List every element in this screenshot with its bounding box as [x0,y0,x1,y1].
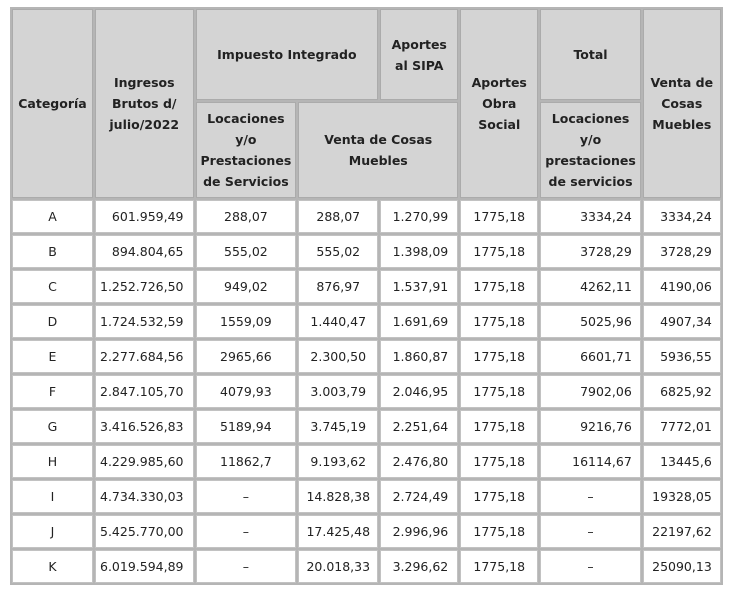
table-row [12,305,721,338]
cell-sipa: 2.251,64 [380,410,458,443]
cell-locaciones: 4079,93 [196,375,297,408]
cell-venta: 1.440,47 [298,305,378,338]
cell-venta: 17.425,48 [298,515,378,548]
cell-obra-social: 1775,18 [460,305,538,338]
cell-venta: 14.828,38 [298,480,378,513]
table-row [12,410,721,443]
cell-categoria: G [12,410,93,443]
cell-locaciones: 2965,66 [196,340,297,373]
cell-ingresos: 2.277.684,56 [95,340,194,373]
cell-ingresos: 1.724.532,59 [95,305,194,338]
cell-total-venta: 22197,62 [643,515,721,548]
cell-venta: 288,07 [298,200,378,233]
cell-total-locaciones: 3334,24 [540,200,641,233]
header-aportes-obra-social: Aportes Obra Social [460,9,538,198]
cell-locaciones: 555,02 [196,235,297,268]
cell-categoria: C [12,270,93,303]
cell-obra-social: 1775,18 [460,480,538,513]
cell-total-locaciones: 7902,06 [540,375,641,408]
cell-total-locaciones: 16114,67 [540,445,641,478]
cell-total-venta: 5936,55 [643,340,721,373]
cell-ingresos: 894.804,65 [95,235,194,268]
cell-locaciones: – [196,515,297,548]
cell-sipa: 1.537,91 [380,270,458,303]
cell-ingresos: 5.425.770,00 [95,515,194,548]
cell-locaciones: 1559,09 [196,305,297,338]
cell-categoria: K [12,550,93,583]
header-ingresos-brutos: Ingresos Brutos d/ julio/2022 [95,9,194,198]
cell-total-locaciones: – [540,550,641,583]
cell-obra-social: 1775,18 [460,550,538,583]
subheader-total-locaciones: Locaciones y/o prestaciones de servicios [540,102,641,198]
cell-total-locaciones: – [540,480,641,513]
table-row [12,235,721,268]
cell-obra-social: 1775,18 [460,200,538,233]
table-row [12,340,721,373]
cell-ingresos: 601.959,49 [95,200,194,233]
cell-locaciones: 949,02 [196,270,297,303]
cell-obra-social: 1775,18 [460,375,538,408]
cell-total-venta: 25090,13 [643,550,721,583]
header-total: Total [540,9,641,100]
cell-total-locaciones: 4262,11 [540,270,641,303]
table-row [12,515,721,548]
cell-sipa: 1.860,87 [380,340,458,373]
cell-obra-social: 1775,18 [460,340,538,373]
categories-table [10,7,723,585]
cell-locaciones: 11862,7 [196,445,297,478]
cell-venta: 9.193,62 [298,445,378,478]
cell-venta: 2.300,50 [298,340,378,373]
cell-total-venta: 3728,29 [643,235,721,268]
cell-categoria: I [12,480,93,513]
cell-ingresos: 1.252.726,50 [95,270,194,303]
header-aportes-sipa: Aportes al SIPA [380,9,458,100]
cell-venta: 555,02 [298,235,378,268]
cell-venta: 20.018,33 [298,550,378,583]
cell-venta: 876,97 [298,270,378,303]
cell-total-venta: 6825,92 [643,375,721,408]
cell-ingresos: 4.229.985,60 [95,445,194,478]
cell-venta: 3.003,79 [298,375,378,408]
cell-total-locaciones: 6601,71 [540,340,641,373]
cell-total-locaciones: 9216,76 [540,410,641,443]
cell-sipa: 2.996,96 [380,515,458,548]
cell-obra-social: 1775,18 [460,235,538,268]
cell-ingresos: 3.416.526,83 [95,410,194,443]
cell-sipa: 1.270,99 [380,200,458,233]
cell-total-venta: 7772,01 [643,410,721,443]
cell-total-venta: 4190,06 [643,270,721,303]
cell-obra-social: 1775,18 [460,445,538,478]
table-row [12,480,721,513]
subheader-venta-cosas-muebles: Venta de Cosas Muebles [298,102,458,198]
cell-venta: 3.745,19 [298,410,378,443]
cell-total-locaciones: – [540,515,641,548]
cell-sipa: 3.296,62 [380,550,458,583]
cell-locaciones: – [196,550,297,583]
cell-total-venta: 19328,05 [643,480,721,513]
cell-total-locaciones: 3728,29 [540,235,641,268]
cell-obra-social: 1775,18 [460,270,538,303]
cell-categoria: A [12,200,93,233]
cell-obra-social: 1775,18 [460,515,538,548]
cell-total-venta: 13445,6 [643,445,721,478]
table-row [12,270,721,303]
cell-sipa: 2.046,95 [380,375,458,408]
table-row [12,375,721,408]
header-categoria: Categoría [12,9,93,198]
cell-locaciones: 5189,94 [196,410,297,443]
header-impuesto-integrado: Impuesto Integrado [196,9,379,100]
cell-categoria: H [12,445,93,478]
cell-ingresos: 2.847.105,70 [95,375,194,408]
cell-locaciones: – [196,480,297,513]
cell-sipa: 1.691,69 [380,305,458,338]
table-row [12,445,721,478]
cell-total-venta: 4907,34 [643,305,721,338]
subheader-locaciones-servicios: Locaciones y/o Prestaciones de Servicios [196,102,297,198]
table-row [12,550,721,583]
cell-sipa: 1.398,09 [380,235,458,268]
cell-total-venta: 3334,24 [643,200,721,233]
cell-categoria: E [12,340,93,373]
cell-sipa: 2.476,80 [380,445,458,478]
cell-sipa: 2.724,49 [380,480,458,513]
cell-obra-social: 1775,18 [460,410,538,443]
cell-total-locaciones: 5025,96 [540,305,641,338]
header-venta-cosas-muebles: Venta de Cosas Muebles [643,9,721,198]
cell-categoria: B [12,235,93,268]
cell-categoria: F [12,375,93,408]
table-row [12,200,721,233]
cell-locaciones: 288,07 [196,200,297,233]
cell-ingresos: 6.019.594,89 [95,550,194,583]
cell-ingresos: 4.734.330,03 [95,480,194,513]
cell-categoria: J [12,515,93,548]
cell-categoria: D [12,305,93,338]
